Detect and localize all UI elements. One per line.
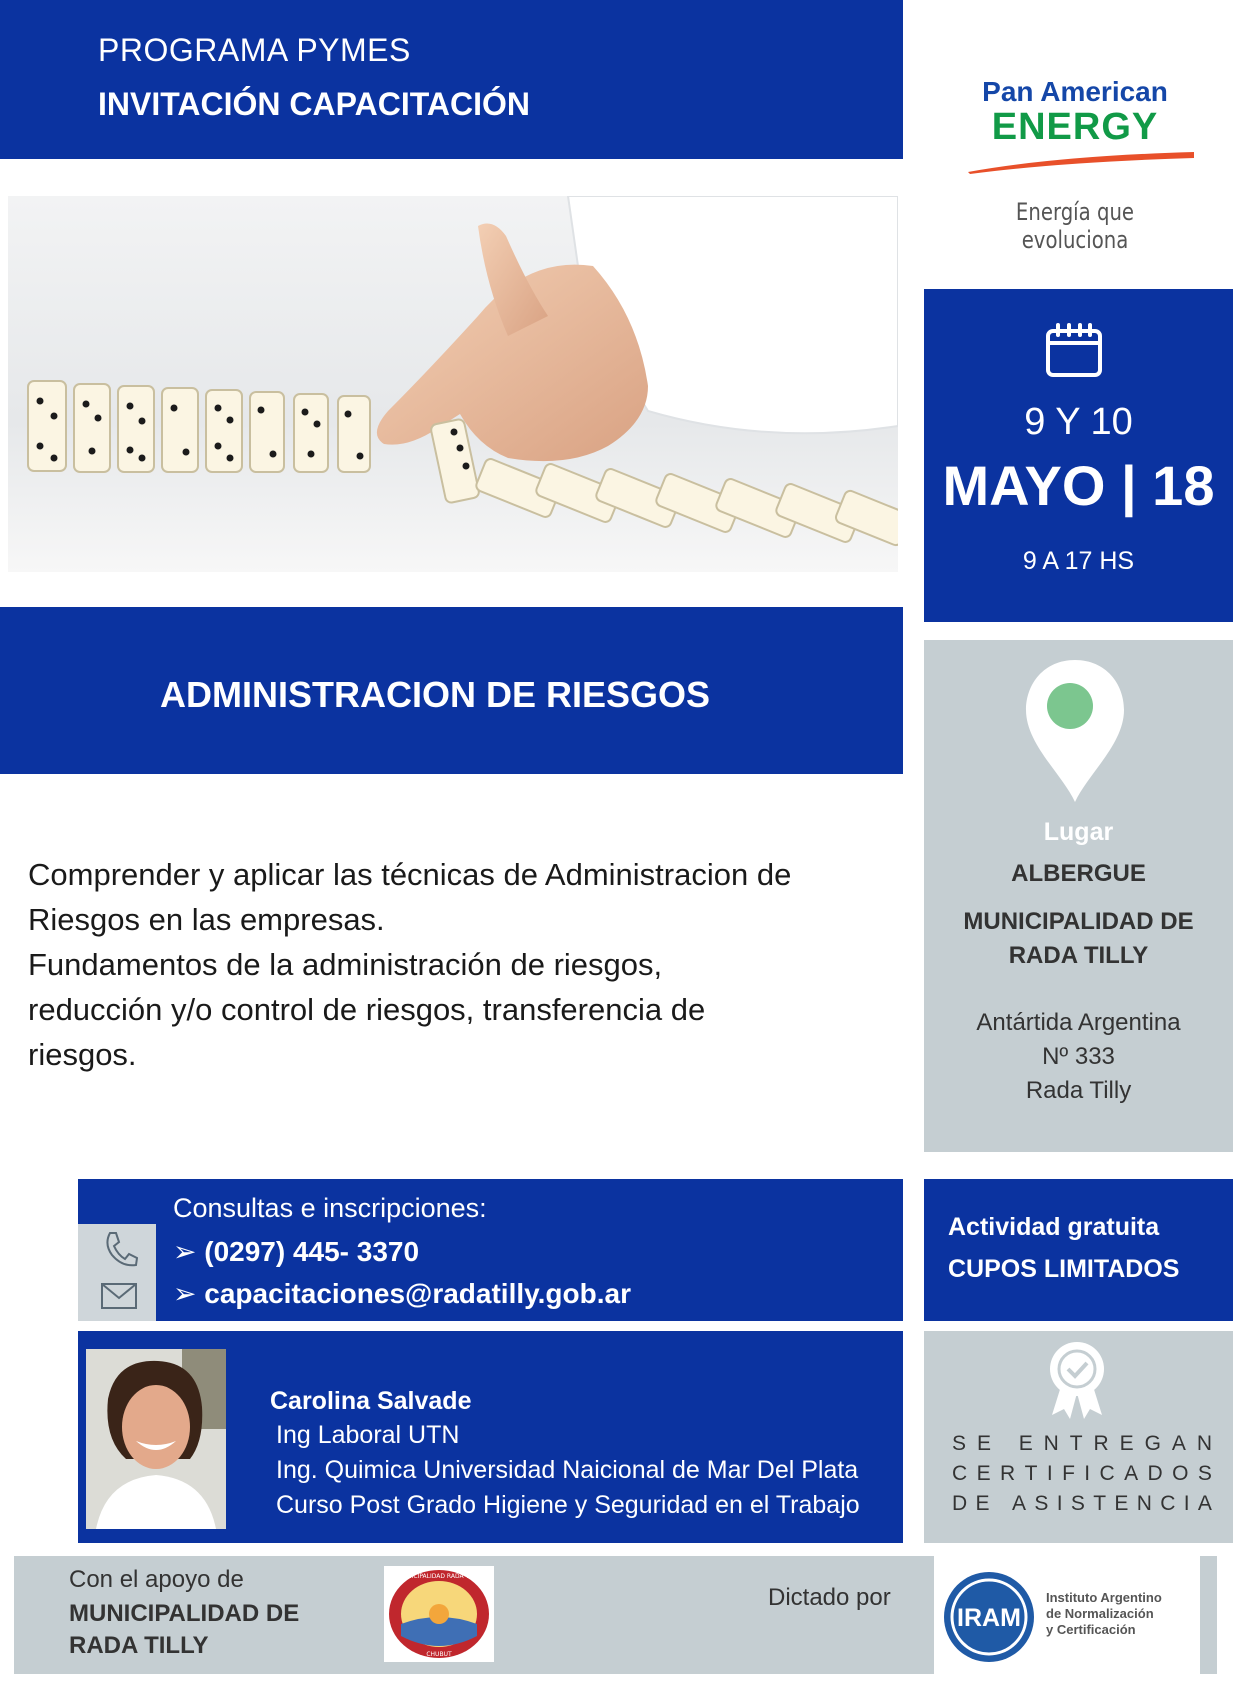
email-icon: [100, 1282, 138, 1310]
certificates-letter: A: [1124, 1462, 1139, 1485]
certificates-letter: C: [952, 1462, 968, 1485]
certificates-letter: T: [1093, 1492, 1107, 1515]
support-organization: MUNICIPALIDAD DE: [69, 1600, 300, 1627]
pan-american-energy-logo: [960, 70, 1200, 254]
certificates-letter: E: [1018, 1432, 1033, 1455]
address-street: Antártida Argentina: [976, 1009, 1181, 1036]
invitation-title: INVITACIÓN CAPACITACIÓN: [98, 86, 530, 122]
iram-abbreviation: IRAM: [957, 1604, 1021, 1632]
calendar-icon: [1044, 323, 1104, 379]
certificates-letter: E: [1119, 1432, 1134, 1455]
municipality-seal-logo: [384, 1566, 494, 1662]
course-title-band: [0, 607, 903, 774]
location-panel: [924, 640, 1233, 1152]
certificates-letter: S: [1034, 1492, 1049, 1515]
certificates-letter: R: [1000, 1462, 1016, 1485]
instructor-credential: Curso Post Grado Higiene y Seguridad en el Trabajo: [276, 1491, 860, 1519]
limited-spots-label: CUPOS LIMITADOS: [948, 1255, 1180, 1283]
certificates-letter: C: [1160, 1492, 1176, 1515]
instructor-credential: Ing Laboral UTN: [276, 1421, 460, 1449]
certificates-letter: O: [1172, 1462, 1189, 1485]
certificates-letter: A: [1171, 1432, 1186, 1455]
certificates-line-1: [952, 1429, 1212, 1459]
header-band: [0, 0, 903, 159]
contact-phone[interactable]: (0297) 445- 3370: [204, 1236, 420, 1267]
description-line: Riesgos en las empresas.: [28, 902, 385, 937]
certificates-letter: I: [1056, 1492, 1063, 1515]
certificates-letter: I: [1183, 1492, 1190, 1515]
phone-icon: [102, 1230, 138, 1268]
course-title: ADMINISTRACION DE RIESGOS: [159, 674, 711, 715]
support-label: Con el apoyo de: [69, 1566, 244, 1593]
logo-tagline: Energía que evoluciona: [1015, 198, 1135, 254]
date-panel: [924, 289, 1233, 622]
location-heading: Lugar: [1043, 818, 1114, 846]
certificates-letter: N: [1136, 1492, 1152, 1515]
venue-address: [924, 1006, 1233, 1108]
certificates-text: [952, 1429, 1212, 1519]
location-pin-icon: [1022, 656, 1128, 806]
certificates-letter: S: [952, 1432, 967, 1455]
event-month-year: MAYO | 18: [942, 454, 1215, 517]
contact-phone-row: [173, 1235, 419, 1268]
event-days: 9 Y 10: [1024, 401, 1133, 443]
certificates-letter: [998, 1489, 1004, 1519]
contact-icons-strip: [78, 1224, 156, 1321]
course-description: [28, 852, 888, 1077]
certificates-letter: T: [1024, 1462, 1038, 1485]
seal-text-top: MUNICIPALIDAD RADA TILLY: [397, 1573, 481, 1580]
dominoes-hand-photo: [8, 196, 898, 572]
certificates-line-2: [952, 1459, 1212, 1489]
venue-owner: [924, 905, 1233, 973]
certificates-letter: R: [1093, 1432, 1109, 1455]
certificates-letter: I: [1046, 1462, 1053, 1485]
iram-name-line: Instituto Argentino: [1046, 1590, 1162, 1605]
certificates-letter: D: [1147, 1462, 1163, 1485]
free-activity-label: Actividad gratuita: [948, 1213, 1160, 1241]
iram-name-line: de Normalización: [1046, 1606, 1154, 1621]
instructor-name: Carolina Salvade: [270, 1387, 472, 1415]
certificates-letter: S: [1070, 1492, 1085, 1515]
iram-logo: [942, 1570, 1036, 1664]
certificates-letter: N: [1043, 1432, 1059, 1455]
description-line: Comprender y aplicar las técnicas de Administracion de: [28, 857, 792, 892]
footer-edge-strip: [1200, 1556, 1217, 1674]
footer-band: [14, 1556, 1217, 1674]
certificates-letter: T: [1069, 1432, 1083, 1455]
description-line: riesgos.: [28, 1037, 137, 1072]
dictado-label: Dictado por: [768, 1584, 891, 1611]
program-label: PROGRAMA PYMES: [98, 32, 411, 68]
certificates-letter: A: [1197, 1492, 1212, 1515]
certificate-badge-icon: [1040, 1339, 1114, 1419]
certificates-letter: E: [1114, 1492, 1129, 1515]
certificates-letter: [1002, 1429, 1008, 1459]
bullet-arrow-icon: ➢: [173, 1236, 197, 1267]
certificates-letter: S: [1197, 1462, 1212, 1485]
venue-owner-line1: MUNICIPALIDAD DE: [963, 908, 1194, 935]
seal-text-bottom: CHUBUT: [426, 1651, 452, 1658]
certificates-letter: F: [1062, 1462, 1075, 1485]
iram-name-line: y Certificación: [1046, 1622, 1136, 1637]
contact-heading: Consultas e inscripciones:: [173, 1193, 487, 1223]
certificates-letter: I: [1084, 1462, 1091, 1485]
certificates-letter: E: [975, 1492, 990, 1515]
certificates-letter: C: [1099, 1462, 1115, 1485]
iram-logo-panel: [934, 1556, 1200, 1674]
description-line: Fundamentos de la administración de riesgos,: [28, 947, 663, 982]
logo-text-energy: ENERGY: [991, 106, 1159, 148]
certificates-letter: E: [976, 1432, 991, 1455]
logo-swoosh-icon: [966, 150, 1196, 174]
certificates-line-3: [952, 1489, 1212, 1519]
venue-name: ALBERGUE: [1011, 860, 1146, 887]
venue-owner-line2: RADA TILLY: [1008, 942, 1149, 969]
certificates-panel: [924, 1331, 1233, 1543]
certificates-letter: G: [1144, 1432, 1161, 1455]
address-city: Rada Tilly: [1025, 1077, 1132, 1104]
certificates-letter: A: [1012, 1492, 1027, 1515]
instructor-band: [78, 1331, 903, 1543]
contact-band: [78, 1179, 903, 1321]
support-organization-city: RADA TILLY: [69, 1632, 209, 1659]
logo-text-pan-american: Pan American: [982, 76, 1168, 107]
event-hours: 9 A 17 HS: [1022, 547, 1135, 575]
certificates-letter: D: [952, 1492, 968, 1515]
free-activity-panel: [924, 1179, 1233, 1321]
bullet-arrow-icon: ➢: [173, 1278, 197, 1309]
contact-email[interactable]: capacitaciones@radatilly.gob.ar: [204, 1278, 631, 1309]
instructor-credential: Ing. Quimica Universidad Naicional de Mar Del Plata: [276, 1456, 859, 1484]
instructor-photo: [86, 1349, 226, 1529]
contact-email-row: [173, 1277, 631, 1310]
iram-name: [1046, 1590, 1162, 1638]
certificates-letter: E: [976, 1462, 991, 1485]
description-line: reducción y/o control de riesgos, transferencia de: [28, 992, 706, 1027]
address-number: Nº 333: [1042, 1043, 1115, 1070]
certificates-letter: N: [1196, 1432, 1212, 1455]
